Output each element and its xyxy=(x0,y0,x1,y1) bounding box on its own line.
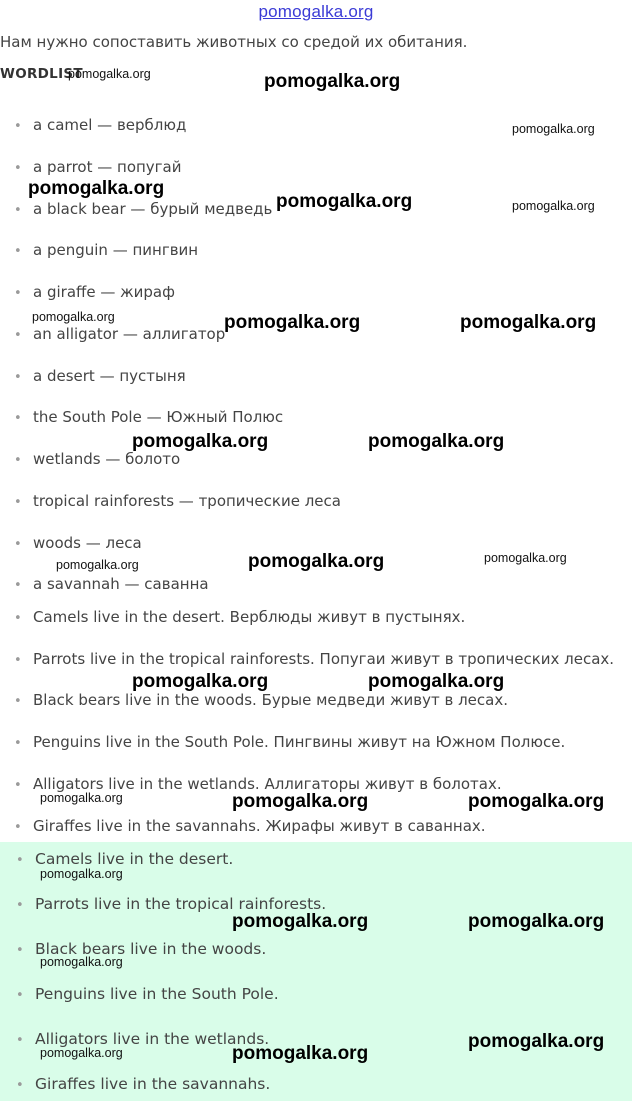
watermark: pomogalka.org xyxy=(512,199,595,213)
watermark: pomogalka.org xyxy=(40,1046,123,1060)
bullet-icon: • xyxy=(14,736,22,751)
intro-text: Нам нужно сопоставить животных со средой их обитания. xyxy=(0,33,468,51)
list-item-text: Alligators live in the wetlands. Аллигаторы живут в болотах. xyxy=(33,775,502,793)
bullet-icon: • xyxy=(14,328,22,343)
list-item-text: a desert — пустыня xyxy=(33,367,186,385)
bullet-icon: • xyxy=(16,943,24,958)
bullet-icon: • xyxy=(14,578,22,593)
watermark: pomogalka.org xyxy=(132,671,269,692)
site-header-link[interactable]: pomogalka.org xyxy=(258,2,374,21)
bullet-icon: • xyxy=(16,1078,24,1093)
list-item xyxy=(14,406,283,428)
list-item-text: Penguins live in the South Pole. Пингвины живут на Южном Полюсе. xyxy=(33,733,566,751)
bullet-icon: • xyxy=(14,203,22,218)
watermark: pomogalka.org xyxy=(368,431,505,452)
watermark: pomogalka.org xyxy=(468,911,605,932)
list-item-text: Camels live in the desert. Верблюды живут в пустынях. xyxy=(33,608,466,626)
bullet-icon: • xyxy=(14,161,22,176)
wordlist-heading: WORDLIST xyxy=(0,66,83,82)
bullet-icon: • xyxy=(14,411,22,426)
list-item-text: Camels live in the desert. xyxy=(35,850,234,868)
list-item-text: Penguins live in the South Pole. xyxy=(35,985,279,1003)
bullet-icon: • xyxy=(14,653,22,668)
bullet-icon: • xyxy=(16,853,24,868)
bullet-icon: • xyxy=(14,453,22,468)
list-item-text: a giraffe — жираф xyxy=(33,283,175,301)
bullet-icon: • xyxy=(16,898,24,913)
bullet-icon: • xyxy=(14,694,22,709)
bullet-icon: • xyxy=(16,1033,24,1048)
list-item xyxy=(14,114,186,136)
list-item-text: a camel — верблюд xyxy=(33,116,187,134)
list-item-text: a black bear — бурый медведь xyxy=(33,200,273,218)
list-item-text: woods — леса xyxy=(33,534,142,552)
watermark: pomogalka.org xyxy=(40,791,123,805)
list-item-text: wetlands — болото xyxy=(33,450,181,468)
bullet-icon: • xyxy=(14,244,22,259)
list-item xyxy=(14,490,341,512)
watermark: pomogalka.org xyxy=(68,67,151,81)
watermark: pomogalka.org xyxy=(368,671,505,692)
watermark: pomogalka.org xyxy=(232,791,369,812)
watermark: pomogalka.org xyxy=(264,71,401,92)
list-item xyxy=(14,156,182,178)
bullet-icon: • xyxy=(14,820,22,835)
watermark: pomogalka.org xyxy=(512,122,595,136)
watermark: pomogalka.org xyxy=(276,191,413,212)
watermark: pomogalka.org xyxy=(40,955,123,969)
list-item xyxy=(16,983,279,1005)
watermark: pomogalka.org xyxy=(468,791,605,812)
watermark: pomogalka.org xyxy=(484,551,567,565)
list-item xyxy=(14,198,272,220)
list-item-text: a parrot — попугай xyxy=(33,158,182,176)
bullet-icon: • xyxy=(14,611,22,626)
list-item-text: Alligators live in the wetlands. xyxy=(35,1030,270,1048)
list-item xyxy=(14,532,142,554)
list-item-text: a savannah — саванна xyxy=(33,575,209,593)
watermark: pomogalka.org xyxy=(132,431,269,452)
watermark: pomogalka.org xyxy=(28,178,165,199)
list-item-text: Giraffes live in the savannahs. xyxy=(35,1075,271,1093)
bullet-icon: • xyxy=(14,286,22,301)
list-item-text: Parrots live in the tropical rainforests. xyxy=(35,895,327,913)
list-item-text: the South Pole — Южный Полюс xyxy=(33,408,284,426)
bullet-icon: • xyxy=(14,495,22,510)
watermark: pomogalka.org xyxy=(468,1031,605,1052)
list-item-text: Parrots live in the tropical rainforests. Попугаи живут в тропических лесах. xyxy=(33,650,615,668)
bullet-icon: • xyxy=(14,537,22,552)
list-item xyxy=(14,281,175,303)
list-item xyxy=(16,1073,270,1095)
list-item-text: Black bears live in the woods. xyxy=(35,940,267,958)
bullet-icon: • xyxy=(16,988,24,1003)
list-item xyxy=(14,323,225,345)
watermark: pomogalka.org xyxy=(56,558,139,572)
watermark: pomogalka.org xyxy=(32,310,115,324)
list-item-text: Giraffes live in the savannahs. Жирафы живут в саваннах. xyxy=(33,817,486,835)
watermark: pomogalka.org xyxy=(232,1043,369,1064)
watermark: pomogalka.org xyxy=(40,867,123,881)
watermark: pomogalka.org xyxy=(248,551,385,572)
list-item xyxy=(14,239,198,261)
bullet-icon: • xyxy=(14,119,22,134)
bullet-icon: • xyxy=(14,370,22,385)
list-item-text: tropical rainforests — тропические леса xyxy=(33,492,341,510)
list-item xyxy=(14,573,209,595)
list-item-text: Black bears live in the woods. Бурые медведи живут в лесах. xyxy=(33,691,508,709)
list-item xyxy=(14,606,465,628)
list-item xyxy=(14,815,486,837)
watermark: pomogalka.org xyxy=(460,312,597,333)
watermark: pomogalka.org xyxy=(224,312,361,333)
bullet-icon: • xyxy=(14,778,22,793)
list-item xyxy=(14,648,614,670)
list-item-text: a penguin — пингвин xyxy=(33,241,199,259)
list-item xyxy=(14,365,186,387)
watermark: pomogalka.org xyxy=(232,911,369,932)
list-item-text: an alligator — аллигатор xyxy=(33,325,226,343)
list-item xyxy=(14,731,565,753)
